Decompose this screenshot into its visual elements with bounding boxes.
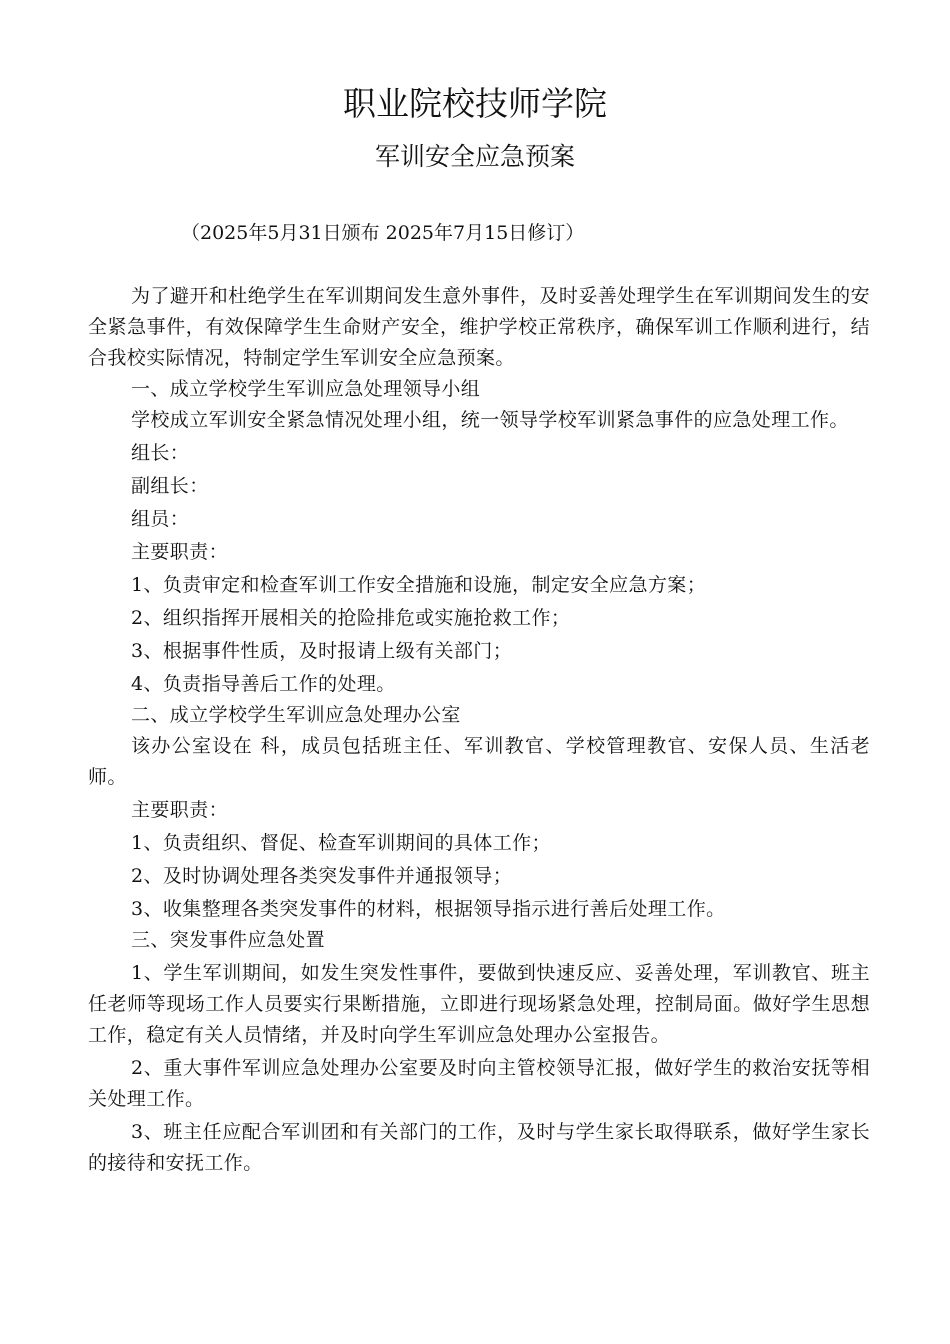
duties-heading-1: 主要职责： [131,541,229,563]
duty-item: 1、负责审定和检查军训工作安全措施和设施，制定安全应急方案； [131,574,707,596]
issue-dateline: （2025年5月31日颁布 2025年7月15日修订） [181,222,585,244]
duty-item: 1、负责组织、督促、检查军训期间的具体工作； [131,832,551,854]
duty-item: 4、负责指导善后工作的处理。 [131,673,396,695]
response-item: 3、班主任应配合军训团和有关部门的工作，及时与学生家长取得联系，做好学生家长的接待和安抚工作。 [88,1121,870,1174]
section-2-paragraph: 该办公室设在 科，成员包括班主任、军训教官、学校管理教官、安保人员、生活老师。 [88,735,870,788]
response-item: 1、学生军训期间，如发生突发性事件，要做到快速反应、妥善处理，军训教官、班主任老师等现场工作人员要实行果断措施，立即进行现场紧急处理，控制局面。做好学生思想工作，稳定有关人员情绪，并及时向学生军训应急处理办公室报告。 [88,962,870,1046]
intro-paragraph: 为了避开和杜绝学生在军训期间发生意外事件，及时妥善处理学生在军训期间发生的安全紧急事件，有效保障学生生命财产安全，维护学校正常秩序，确保军训工作顺利进行，结合我校实际情况，特制定学生军训安全应急预案。 [88,285,870,369]
duty-item: 3、根据事件性质，及时报请上级有关部门； [131,640,513,662]
section-heading-3: 三、突发事件应急处置 [131,929,326,951]
duties-heading-2: 主要职责： [131,799,229,821]
document-body [88,281,870,1179]
leader-line: 组长： [131,442,190,464]
section-heading-2: 二、成立学校学生军训应急处理办公室 [131,704,461,726]
members-line: 组员： [131,508,190,530]
section-heading-1: 一、成立学校学生军训应急处理领导小组 [131,378,481,400]
section-1-paragraph: 学校成立军训安全紧急情况处理小组，统一领导学校军训紧急事件的应急处理工作。 [131,409,849,431]
document-title: 职业院校技师学院 [343,84,607,123]
duty-item: 2、及时协调处理各类突发事件并通报领导； [131,865,513,887]
duty-item: 2、组织指挥开展相关的抢险排危或实施抢救工作； [131,607,571,629]
deputy-leader-line: 副组长： [131,475,209,497]
duty-item: 3、收集整理各类突发事件的材料，根据领导指示进行善后处理工作。 [131,898,726,920]
document-subtitle: 军训安全应急预案 [374,142,575,171]
response-item: 2、重大事件军训应急处理办公室要及时向主管校领导汇报，做好学生的救治安抚等相关处理工作。 [88,1057,870,1110]
